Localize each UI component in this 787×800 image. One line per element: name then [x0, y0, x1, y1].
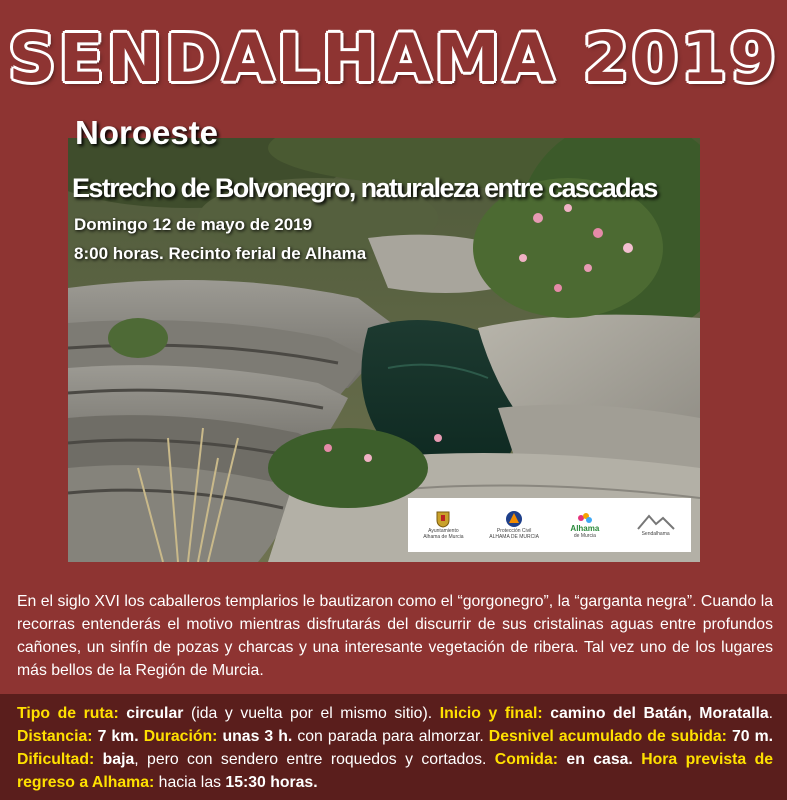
duracion-label: Duración:	[143, 728, 218, 745]
dificultad-value: baja	[102, 751, 135, 768]
hora-value: 15:30 horas.	[225, 774, 318, 791]
tipo-label: Tipo de ruta:	[17, 705, 119, 722]
proteccion-label: Protección Civil	[496, 528, 532, 534]
alhama-logo	[552, 512, 618, 539]
poster-title: SENDALHAMA 2019	[8, 20, 779, 97]
event-date: Domingo 12 de mayo de 2019	[74, 215, 313, 234]
alhama-label: Alhama	[570, 523, 600, 533]
duracion-note: con parada para almorzar.	[297, 728, 484, 745]
duracion-value: unas 3 h.	[222, 728, 293, 745]
route-description: En el siglo XVI los caballeros templarios le bautizaron como el “gorgonegro”, la “garganta negra”. Cuando la recorras entenderás el motivo mientras disfrutarás del discurrir de sus cristalinas aguas entre profundos cañones, un sinfín de pozas y charcas y una interesante vegetación de ribera. Tal vez uno de los lugares más bellos de la Región de Murcia.	[17, 593, 773, 679]
sponsor-logos	[408, 498, 691, 552]
comida-label: Comida:	[494, 751, 558, 768]
proteccion-civil-logo	[481, 510, 547, 540]
tipo-value: circular	[126, 705, 184, 722]
region-heading: Noroeste	[75, 114, 219, 151]
route-info-text: Tipo de ruta: circular (ida y vuelta por el mismo sitio). Inicio y final: camino del Batán, Moratalla. Distancia: 7 km. Duración: unas 3 h. con parada para almorzar. Desnivel acumulado de subida: 70 m. Dificultad: baja, pero con sendero entre roquedos y cortados. Comida: en casa. Hora prevista de regreso a Alhama: hacia las 15:30 horas.	[17, 705, 774, 791]
alhama-label-2: de Murcia	[573, 532, 596, 539]
ayuntamiento-logo	[410, 510, 476, 540]
hora-label: Hora prevista de regreso a Alhama:	[17, 751, 774, 791]
comida-value: en casa.	[566, 751, 633, 768]
ayuntamiento-label: Ayuntamiento	[428, 528, 459, 534]
sendalhama-logo	[623, 513, 689, 537]
alhama-dots-icon	[577, 512, 593, 524]
route-name: Estrecho de Bolvonegro, naturaleza entre cascadas	[72, 173, 657, 203]
desnivel-value: 70 m.	[731, 728, 774, 745]
civil-protection-icon	[505, 510, 523, 528]
desnivel-label: Desnivel acumulado de subida:	[488, 728, 727, 745]
meeting-point: 8:00 horas. Recinto ferial de Alhama	[74, 244, 367, 263]
distancia-label: Distancia:	[17, 728, 93, 745]
inicio-label: Inicio y final:	[439, 705, 543, 722]
route-info-panel	[0, 694, 787, 800]
ayuntamiento-label-2: Alhama de Murcia	[423, 534, 464, 540]
dificultad-note: , pero con sendero entre roquedos y cortados.	[134, 751, 487, 768]
dificultad-label: Dificultad:	[17, 751, 95, 768]
distancia-value: 7 km.	[97, 728, 139, 745]
proteccion-label-2: ALHAMA DE MURCIA	[489, 534, 539, 540]
hora-note: hacia las	[158, 774, 222, 791]
coat-of-arms-icon	[436, 510, 450, 528]
inicio-value: camino del Batán, Moratalla	[550, 705, 769, 722]
mountain-icon	[636, 513, 676, 531]
tipo-note: (ida y vuelta por el mismo sitio).	[190, 705, 433, 722]
sendalhama-label: Sendalhama	[641, 531, 670, 537]
